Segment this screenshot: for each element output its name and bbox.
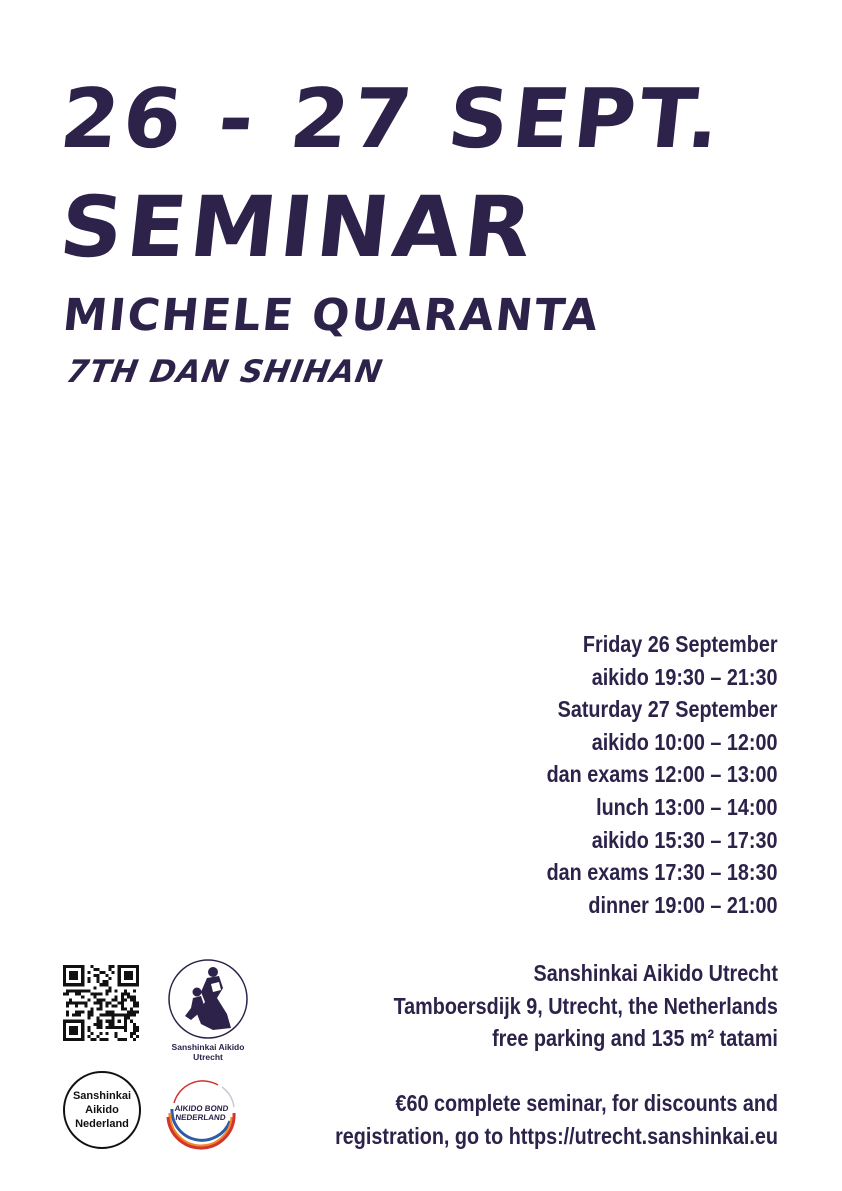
- instructor-rank: 7TH DAN SHIHAN: [63, 354, 386, 390]
- sanshinkai-nederland-badge: [63, 1071, 141, 1149]
- venue-line: free parking and 135 m² tatami: [492, 1025, 778, 1052]
- schedule-line: Friday 26 September: [583, 631, 778, 657]
- badge-line: Sanshinkai: [72, 1090, 132, 1102]
- badge-line: Aikido: [85, 1104, 119, 1116]
- qr-code-icon[interactable]: [63, 965, 139, 1041]
- bond-line: AIKIDO BOND: [174, 1104, 229, 1113]
- club-logo-caption: [160, 1042, 256, 1062]
- aikido-figure-icon: [167, 958, 249, 1040]
- club-caption-line: Sanshinkai Aikido: [171, 1042, 245, 1052]
- aikido-bond-text: [159, 1104, 243, 1122]
- headline-dates: 26 - 27 SEPT.: [55, 72, 729, 167]
- pricing-line: €60 complete seminar, for discounts and: [395, 1090, 778, 1116]
- pricing-info: [335, 1087, 778, 1152]
- badge-line: Nederland: [75, 1118, 129, 1130]
- aikido-bond-logo: [160, 1073, 242, 1155]
- schedule-line: aikido 19:30 – 21:30: [592, 663, 778, 690]
- headline-title: SEMINAR: [55, 178, 541, 276]
- pricing-line: registration, go to https://utrecht.sanshinkai.eu: [335, 1122, 778, 1149]
- schedule-line: aikido 15:30 – 17:30: [592, 826, 778, 853]
- club-logo: [160, 958, 256, 1068]
- venue-info: [394, 957, 778, 1055]
- venue-line: Tamboersdijk 9, Utrecht, the Netherlands: [393, 992, 778, 1019]
- bond-line: NEDERLAND: [174, 1113, 227, 1122]
- club-caption-line: Utrecht: [193, 1052, 223, 1062]
- instructor-name: MICHELE QUARANTA: [60, 290, 602, 341]
- venue-line: Sanshinkai Aikido Utrecht: [533, 960, 778, 986]
- schedule-line: Saturday 27 September: [558, 696, 778, 723]
- schedule-line: dinner 19:00 – 21:00: [588, 891, 778, 918]
- schedule-line: dan exams 17:30 – 18:30: [547, 859, 778, 886]
- schedule: [547, 628, 778, 921]
- schedule-line: aikido 10:00 – 12:00: [592, 728, 778, 755]
- schedule-line: lunch 13:00 – 14:00: [596, 793, 778, 820]
- schedule-line: dan exams 12:00 – 13:00: [547, 761, 778, 788]
